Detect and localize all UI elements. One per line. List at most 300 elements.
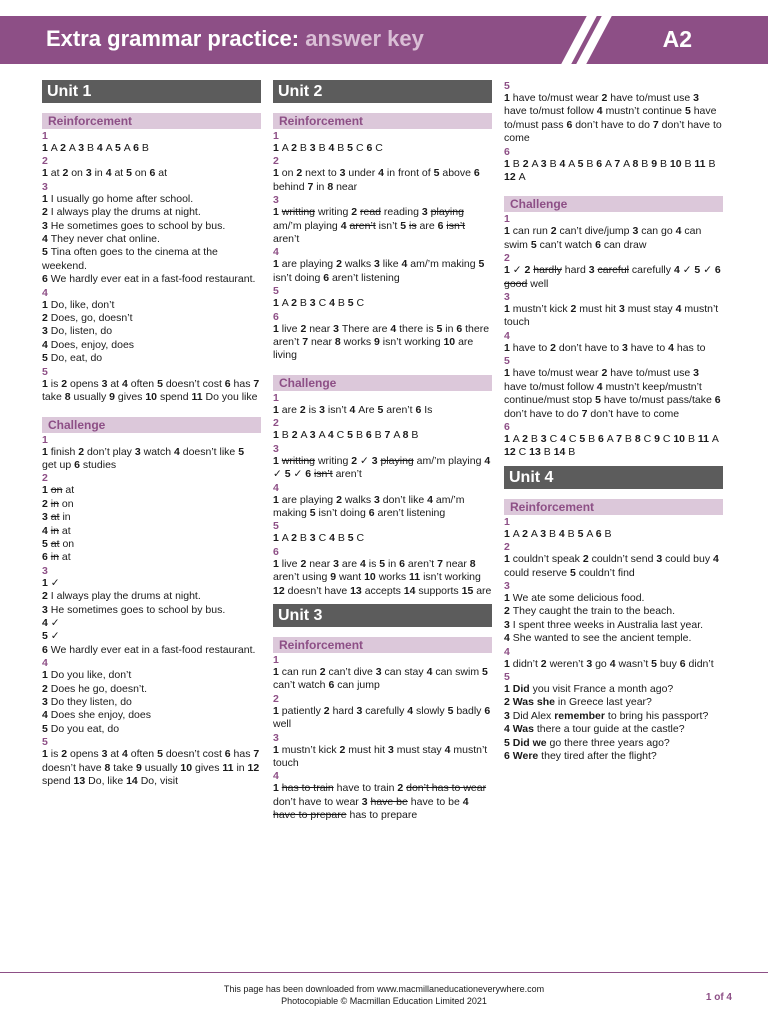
exercise-number: 4 bbox=[504, 645, 510, 658]
struck-answer: has to train bbox=[281, 782, 334, 795]
section-heading: Challenge bbox=[42, 417, 261, 433]
answer-number: 5 bbox=[115, 142, 124, 154]
answer-number: 4 bbox=[596, 380, 606, 393]
answer-number: 2 bbox=[42, 206, 51, 219]
answer-number: 1 bbox=[504, 657, 513, 670]
answer-text: have to/must wear bbox=[512, 367, 602, 380]
answer-number: 5 bbox=[694, 264, 704, 277]
answer-number: 7 bbox=[652, 118, 662, 131]
page-header bbox=[0, 16, 768, 64]
answer-number: 1 bbox=[273, 704, 282, 717]
answer-text: has to bbox=[676, 341, 706, 354]
answer-text: want bbox=[338, 571, 365, 584]
answer-number: 11 bbox=[191, 391, 206, 404]
answer-text: B bbox=[318, 142, 329, 154]
answer-line bbox=[504, 750, 723, 763]
answer-line bbox=[504, 367, 723, 421]
answer-line bbox=[42, 644, 261, 657]
answer-text: have to train bbox=[333, 782, 398, 795]
answer-number: 1 bbox=[504, 367, 513, 380]
answer-text: go bbox=[595, 657, 610, 670]
answer-text: near bbox=[309, 557, 334, 570]
answer-text: They caught the train to the beach. bbox=[512, 605, 676, 618]
spacer bbox=[42, 405, 261, 411]
answer-number: 5 bbox=[379, 557, 389, 570]
answer-number: 3 bbox=[618, 303, 628, 316]
answer-number: 5 bbox=[400, 219, 410, 232]
answer-number: 10 bbox=[364, 571, 379, 584]
answer-text: reading bbox=[381, 206, 422, 219]
answer-text: works bbox=[343, 336, 374, 349]
answer-text: isn’t doing bbox=[318, 506, 369, 519]
answer-text: gives bbox=[117, 391, 146, 404]
answer-text: above bbox=[442, 167, 474, 180]
exercise-number: 2 bbox=[273, 417, 279, 430]
answer-text: Do, listen, do bbox=[50, 325, 113, 338]
answer-text: are bbox=[476, 584, 492, 597]
answer-text: live bbox=[281, 557, 301, 570]
answer-number: 3 bbox=[540, 527, 549, 540]
answer-number: 3 bbox=[78, 142, 87, 154]
answer-text: don’t have to do bbox=[575, 118, 653, 131]
exercise-number: 4 bbox=[273, 481, 279, 494]
answer-number: 5 bbox=[347, 142, 356, 154]
answer-line bbox=[42, 484, 261, 497]
answer-line bbox=[273, 494, 492, 521]
answer-number: 1 bbox=[273, 493, 282, 506]
answer-text: have to/must wear bbox=[512, 92, 602, 104]
answer-number: 4 bbox=[327, 429, 337, 442]
column-2 bbox=[273, 80, 492, 823]
answer-number: 12 bbox=[504, 446, 519, 459]
answer-number: 5 bbox=[595, 394, 604, 407]
answer-text: mustn’t touch bbox=[273, 743, 488, 769]
answer-number: 6 bbox=[595, 527, 605, 540]
answer-text: Do they listen, do bbox=[50, 696, 132, 708]
answer-text: B bbox=[604, 527, 612, 540]
answer-text: in bbox=[59, 511, 71, 524]
exercise-number: 2 bbox=[504, 541, 510, 554]
answer-number: 3 bbox=[319, 403, 328, 416]
answer-text: get up bbox=[42, 458, 75, 471]
answer-text: hard bbox=[561, 264, 589, 277]
answer-line bbox=[504, 710, 723, 723]
answer-text: B bbox=[512, 157, 523, 170]
answer-line bbox=[42, 525, 261, 538]
answer-number: 4 bbox=[609, 657, 619, 670]
exercise-number: 3 bbox=[273, 194, 279, 207]
answer-number: 2 bbox=[351, 206, 360, 219]
answer-text: isn’t working bbox=[423, 571, 481, 584]
answer-number: 8 bbox=[634, 432, 644, 445]
answer-text: mustn’t kick bbox=[512, 303, 571, 316]
answer-number: 1 bbox=[504, 157, 513, 170]
section-heading: Reinforcement bbox=[42, 113, 261, 129]
answer-number: 4 bbox=[401, 258, 411, 271]
answer-number: 3 bbox=[371, 454, 381, 467]
answer-number: 5 bbox=[42, 537, 51, 550]
answer-text: badly bbox=[456, 704, 485, 717]
exercise-number: 2 bbox=[273, 155, 279, 168]
answer-number: 5 bbox=[433, 167, 443, 180]
answer-text: B bbox=[299, 142, 310, 154]
answer-text: isn’t doing bbox=[273, 271, 324, 284]
unit-heading: Unit 3 bbox=[273, 604, 492, 627]
spacer bbox=[273, 363, 492, 369]
answer-text: They never chat online. bbox=[50, 233, 160, 246]
answer-number: 2 bbox=[570, 303, 580, 316]
answer-text: aren’t listening bbox=[331, 271, 400, 284]
answer-number: 13 bbox=[73, 775, 89, 788]
struck-answer: good bbox=[504, 277, 528, 290]
answer-line bbox=[42, 246, 261, 273]
answer-number: 1 bbox=[42, 576, 51, 589]
answer-number: 6 bbox=[42, 273, 51, 286]
answer-number: 3 bbox=[504, 618, 513, 631]
answer-text: next to bbox=[305, 167, 340, 180]
answer-number: 4 bbox=[407, 704, 417, 717]
answer-number: 12 bbox=[504, 171, 519, 184]
answer-text: can’t watch bbox=[539, 238, 596, 251]
exercise-number: 6 bbox=[504, 420, 510, 433]
answer-text: B bbox=[548, 527, 559, 540]
unit-heading: Unit 2 bbox=[273, 80, 492, 103]
answer-line bbox=[273, 705, 492, 732]
answer-text: B bbox=[374, 429, 385, 442]
answer-number: 2 bbox=[550, 341, 559, 354]
answer-text: at bbox=[110, 748, 123, 761]
answer-number: 6 bbox=[484, 704, 491, 717]
struck-answer: isn’t bbox=[313, 468, 333, 481]
answer-number: 6 bbox=[74, 458, 83, 471]
answer-number: 6 bbox=[456, 322, 466, 335]
answer-number: 5 bbox=[347, 429, 356, 442]
answer-number: 4 bbox=[675, 225, 685, 238]
answer-number: 3 bbox=[101, 748, 111, 761]
answer-line bbox=[504, 303, 723, 330]
answer-text: A bbox=[281, 142, 292, 154]
answer-text: at bbox=[58, 551, 71, 564]
answer-text: spend bbox=[42, 775, 74, 788]
answer-number: 1 bbox=[273, 206, 282, 219]
answer-text: B bbox=[355, 429, 366, 442]
answer-number: 8 bbox=[469, 557, 476, 570]
answer-number: 3 bbox=[374, 493, 383, 506]
exercise-number: 5 bbox=[504, 670, 510, 683]
answer-line bbox=[273, 532, 492, 545]
exercise-number: 2 bbox=[504, 252, 510, 265]
exercise-number: 4 bbox=[42, 657, 48, 670]
answer-text: He sometimes goes to school by bus. bbox=[50, 219, 226, 232]
answer-number: 3 bbox=[693, 92, 699, 104]
answer-text: B bbox=[530, 432, 541, 445]
answer-line bbox=[504, 696, 723, 709]
answer-text: C bbox=[356, 532, 365, 545]
answer-number: 3 bbox=[42, 219, 51, 232]
answer-text: ✓ bbox=[359, 454, 372, 467]
exercise-number: 5 bbox=[504, 80, 510, 92]
exercise-number: 5 bbox=[42, 736, 48, 749]
page-number: 1 of 4 bbox=[705, 992, 732, 1003]
answer-text: can stay bbox=[384, 665, 427, 678]
answer-number: 10 bbox=[180, 761, 195, 774]
answer-text: ✓ bbox=[682, 264, 695, 277]
answer-text: Did Alex bbox=[512, 709, 555, 722]
exercise-number: 3 bbox=[42, 564, 48, 577]
answer-text: weren’t bbox=[549, 657, 587, 670]
answer-number: 7 bbox=[302, 336, 311, 349]
answer-line bbox=[42, 299, 261, 312]
answer-line bbox=[42, 538, 261, 551]
answer-number: 1 bbox=[42, 669, 51, 682]
answer-text: can’t dive/jump bbox=[559, 225, 633, 238]
answer-text: often bbox=[130, 748, 158, 761]
answer-number: 1 bbox=[504, 303, 513, 316]
answer-text: take bbox=[42, 391, 65, 404]
answer-text: Do you like, don’t bbox=[50, 669, 132, 682]
answer-number: 1 bbox=[504, 92, 513, 104]
answer-number: 10 bbox=[145, 391, 160, 404]
answer-number: 1 bbox=[504, 225, 513, 238]
exercise-number: 2 bbox=[42, 472, 48, 485]
answer-line bbox=[273, 297, 492, 310]
answer-text: We hardly ever eat in a fast-food restaurant. bbox=[50, 273, 256, 286]
answer-text: are living bbox=[273, 336, 474, 362]
section-heading: Reinforcement bbox=[504, 499, 723, 515]
spacer bbox=[504, 184, 723, 190]
answer-line bbox=[504, 683, 723, 696]
answer-text: A bbox=[568, 157, 578, 170]
answer-text: could reserve bbox=[504, 566, 570, 579]
answer-number: 3 bbox=[85, 167, 95, 180]
answer-number: 11 bbox=[694, 157, 709, 170]
answer-text: isn’t bbox=[327, 403, 350, 416]
answer-number: 1 bbox=[273, 532, 282, 545]
answer-text: on bbox=[58, 497, 74, 510]
answer-number: 2 bbox=[62, 167, 72, 180]
answer-number: 4 bbox=[122, 377, 131, 390]
answer-text: B bbox=[586, 157, 597, 170]
answer-text: aren’t using bbox=[273, 571, 331, 584]
answer-number: 3 bbox=[101, 377, 111, 390]
answer-text: usually bbox=[73, 391, 110, 404]
answer-text: watch bbox=[143, 445, 174, 458]
answer-line bbox=[273, 323, 492, 363]
answer-number: 9 bbox=[654, 432, 663, 445]
answer-number: 2 bbox=[336, 258, 345, 271]
answer-text: at bbox=[62, 484, 75, 497]
answer-number: 6 bbox=[224, 377, 234, 390]
answer-text: have to/must pass/take bbox=[603, 394, 715, 407]
answer-text: don’t have to come bbox=[504, 118, 722, 145]
answer-number: 4 bbox=[713, 553, 719, 566]
answer-number: 2 bbox=[522, 527, 531, 540]
answer-number: 1 bbox=[504, 432, 513, 445]
struck-answer: at bbox=[50, 537, 60, 550]
answer-number: 6 bbox=[714, 394, 721, 407]
answer-number: 6 bbox=[437, 219, 447, 232]
answer-number: 3 bbox=[387, 743, 397, 756]
answer-number: 2 bbox=[299, 403, 309, 416]
answer-text: well bbox=[273, 718, 292, 731]
answer-number: 3 bbox=[42, 325, 51, 338]
answer-line bbox=[273, 142, 492, 155]
answer-text: mustn’t kick bbox=[281, 743, 340, 756]
exercise-number: 4 bbox=[504, 329, 510, 342]
answer-text: B bbox=[299, 532, 310, 545]
answer-number: 5 bbox=[42, 352, 51, 365]
answer-number: 4 bbox=[444, 743, 454, 756]
answer-number: 4 bbox=[558, 527, 568, 540]
exercise-number: 5 bbox=[273, 285, 279, 298]
exercise-number: 1 bbox=[42, 433, 48, 446]
answer-text: supports bbox=[418, 584, 462, 597]
answer-number: 12 bbox=[273, 584, 288, 597]
answer-text: slowly bbox=[416, 704, 448, 717]
answer-text: you visit France a month ago? bbox=[529, 682, 674, 695]
answer-text: aren’t listening bbox=[377, 506, 446, 519]
answer-text: A bbox=[318, 429, 328, 442]
column-1 bbox=[42, 80, 261, 788]
answer-number: 3 bbox=[375, 665, 385, 678]
struck-answer: writting bbox=[281, 206, 316, 219]
answer-text: in bbox=[236, 761, 248, 774]
struck-answer: in bbox=[50, 497, 59, 510]
answer-number: 1 bbox=[273, 297, 282, 310]
answer-number: 1 bbox=[273, 454, 282, 467]
answer-number: 11 bbox=[222, 761, 237, 774]
answer-number: 5 bbox=[482, 665, 488, 678]
answer-text: can swim bbox=[504, 225, 702, 251]
answer-text: Do, visit bbox=[140, 775, 179, 788]
struck-answer: in bbox=[50, 551, 59, 564]
answer-number: 5 bbox=[347, 297, 357, 310]
answer-text: must hit bbox=[579, 303, 619, 316]
answer-text: I usually go home after school. bbox=[50, 192, 194, 205]
answer-number: 14 bbox=[126, 775, 141, 788]
struck-answer: in bbox=[50, 524, 59, 537]
answer-line bbox=[42, 617, 261, 630]
answer-text: Do, like, don’t bbox=[50, 298, 115, 311]
answer-text: spend bbox=[159, 391, 192, 404]
answer-text: C bbox=[355, 142, 367, 154]
struck-answer: at bbox=[50, 511, 60, 524]
answer-line bbox=[504, 605, 723, 618]
answer-number: 8 bbox=[334, 336, 344, 349]
footer-download-note: This page has been downloaded from www.macmillaneducationeverywhere.com bbox=[223, 984, 545, 994]
answer-number: 6 bbox=[42, 643, 51, 656]
answer-number: 9 bbox=[136, 761, 145, 774]
answer-number: 5 bbox=[309, 506, 319, 519]
answer-text: can go bbox=[641, 225, 676, 238]
answer-number: 7 bbox=[253, 377, 260, 390]
answer-text: opens bbox=[70, 748, 102, 761]
answer-line bbox=[273, 429, 492, 442]
answer-text: Does, enjoy, does bbox=[50, 338, 135, 351]
answer-line bbox=[504, 592, 723, 605]
answer-text: I always play the drums at night. bbox=[50, 206, 201, 219]
answer-number: 4 bbox=[426, 665, 436, 678]
answer-number: 6 bbox=[328, 679, 338, 692]
answer-text: B bbox=[708, 157, 716, 170]
answer-number: 2 bbox=[323, 704, 333, 717]
exercise-number: 1 bbox=[504, 515, 510, 528]
answer-number: 2 bbox=[351, 454, 360, 467]
answer-number: 3 bbox=[361, 795, 371, 808]
answer-number: 5 bbox=[157, 377, 166, 390]
answer-text: A bbox=[105, 142, 116, 154]
answer-line bbox=[42, 206, 261, 219]
answer-number: 4 bbox=[42, 233, 51, 246]
answer-text: A bbox=[281, 532, 292, 545]
answer-text: in Greece last year? bbox=[554, 696, 652, 709]
answer-number: 2 bbox=[300, 322, 310, 335]
answer-text: C bbox=[568, 432, 580, 445]
answer-line bbox=[42, 273, 261, 286]
answer-number: 4 bbox=[42, 524, 51, 537]
answer-text: there a tour guide at the castle? bbox=[533, 723, 685, 736]
answer-line bbox=[273, 258, 492, 285]
answer-number: 8 bbox=[104, 761, 114, 774]
answer-text: mustn’t continue bbox=[605, 105, 685, 118]
answer-number: 7 bbox=[614, 157, 624, 170]
answer-number: Was she bbox=[512, 696, 555, 709]
answer-text: don’t like bbox=[382, 493, 428, 506]
answer-text: isn’t bbox=[375, 219, 401, 232]
struck-answer: on bbox=[50, 484, 63, 497]
answer-text: B bbox=[624, 432, 635, 445]
answer-number: 2 bbox=[319, 665, 329, 678]
answer-text: A bbox=[300, 429, 310, 442]
answer-line bbox=[42, 193, 261, 206]
answer-number: 2 bbox=[291, 532, 300, 545]
answer-line bbox=[42, 142, 261, 155]
answer-number: 3 bbox=[374, 258, 383, 271]
answer-number: 7 bbox=[253, 748, 260, 761]
answer-number: 5 bbox=[577, 527, 587, 540]
answer-text: at bbox=[110, 377, 123, 390]
answer-line bbox=[42, 709, 261, 722]
answer-text: opens bbox=[70, 377, 102, 390]
answer-text: well bbox=[527, 277, 549, 290]
answer-line bbox=[504, 658, 723, 671]
answer-text: I spent three weeks in Australia last year. bbox=[512, 618, 704, 631]
answer-number: 1 bbox=[504, 553, 513, 566]
answer-text: can’t watch bbox=[273, 679, 329, 692]
answer-number: 4 bbox=[122, 748, 131, 761]
section-heading: Reinforcement bbox=[273, 637, 492, 653]
answer-line bbox=[42, 696, 261, 709]
answer-text: B bbox=[299, 297, 310, 310]
answer-text: have to bbox=[630, 341, 669, 354]
exercise-number: 4 bbox=[42, 286, 48, 299]
answer-line bbox=[273, 404, 492, 417]
answer-text: am/’m making bbox=[273, 493, 465, 519]
exercise-number: 3 bbox=[504, 291, 510, 304]
answer-text: B bbox=[411, 429, 419, 442]
answer-number: 2 bbox=[291, 142, 300, 154]
answer-number: 7 bbox=[384, 429, 394, 442]
struck-answer: isn’t bbox=[446, 219, 466, 232]
exercise-number: 2 bbox=[42, 155, 48, 168]
answer-number: 2 bbox=[339, 743, 349, 756]
answer-text: Do, eat, do bbox=[50, 352, 103, 365]
answer-text: B bbox=[337, 297, 348, 310]
answer-line bbox=[504, 92, 723, 146]
answer-line bbox=[42, 233, 261, 246]
answer-number: 2 bbox=[397, 782, 407, 795]
answer-number: 1 bbox=[42, 298, 51, 311]
